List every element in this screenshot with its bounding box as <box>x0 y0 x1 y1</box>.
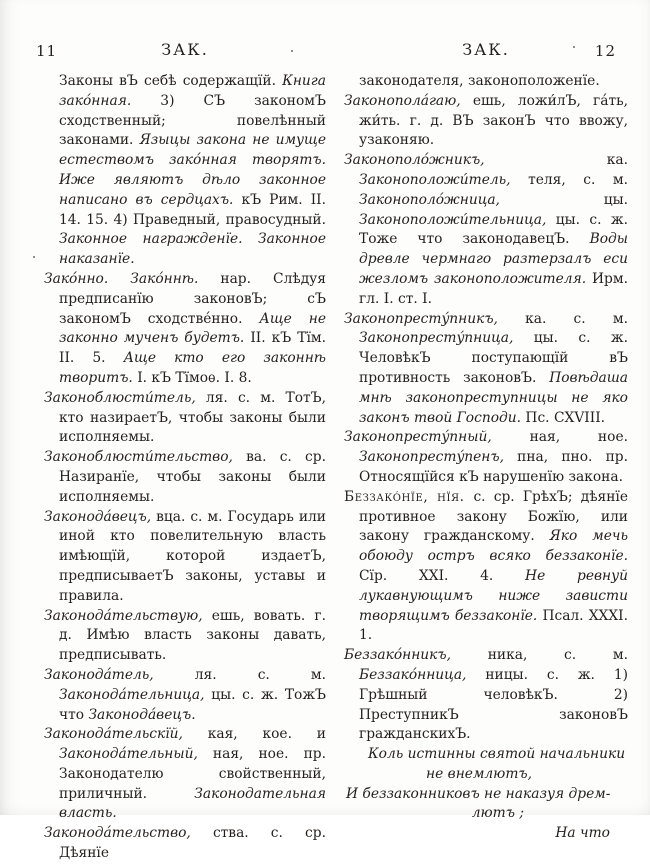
dictionary-entry <box>344 151 628 309</box>
roman-text: Законы вЪ себѣ содержащїй. <box>59 73 283 89</box>
roman-text: цы. с. ж. ЧеловѣкЪ поступающїй вЪ противность законовЪ. <box>359 330 629 386</box>
italic-text: Аще не законно мученъ будетъ. <box>59 310 326 347</box>
italic-text: Законодáтельскїй, <box>44 726 208 743</box>
roman-text: ка. <box>606 152 628 169</box>
roman-text: ницы. с. ж. 1) Грѣшный человѣкЪ. 2) ПреступникЪ законовЪ гражданскихЪ. <box>359 666 629 743</box>
roman-text: ешь, вовать. г. д. Имѣю власть законы давать, предписывать. <box>59 607 326 664</box>
italic-text: Беззакóнница, <box>359 666 486 683</box>
roman-text: ва. с. ср. Назиранїе, чтобы законы были исполняемы. <box>59 449 326 505</box>
italic-text: Законодáвецъ, <box>44 508 157 525</box>
italic-text: Законодáтельница, <box>59 686 212 703</box>
italic-text: Законоблюсти́тель, <box>44 389 206 406</box>
roman-text: кая, кое. и <box>207 726 326 743</box>
roman-text: Ирм. гл. I. ст. I. <box>359 270 628 307</box>
italic-text: Законное награжденїе. Законное наказанїе. <box>59 231 326 268</box>
roman-text: I. кЪ Тїмоѳ. I. 8. <box>137 369 252 386</box>
italic-text: Законоблюсти́тельство, <box>44 449 247 466</box>
roman-text: кЪ Рим. II. 14. 15. 4) Праведный, правосудный. <box>59 191 326 228</box>
roman-text: ка. с. м. <box>525 310 628 327</box>
italic-text: Закóнно. Закóннѣ. <box>44 270 221 287</box>
text-column-left <box>44 72 326 864</box>
roman-text: ная, ное. <box>529 429 628 446</box>
italic-text: Законополóжникъ, <box>344 152 607 169</box>
dictionary-entry <box>44 725 326 824</box>
roman-text: ника, с. м. <box>487 647 628 664</box>
italic-text: Аще кто его законнѣ творитъ. <box>59 350 326 386</box>
roman-text: ешь, ложи́лЪ, гáть, жи́ть. г. д. ВЪ законЪ что ввожу, узаконяю. <box>359 92 628 149</box>
running-head-left: ЗАК. <box>161 40 209 59</box>
dictionary-entry <box>44 448 326 507</box>
entry-continuation <box>344 72 628 92</box>
roman-text: законодателя, законоположенїе. <box>359 73 600 89</box>
entry-continuation <box>44 72 326 270</box>
verse-line: не внемлютъ, <box>426 765 532 782</box>
roman-text: ля. с. м. ТотЪ, кто назираетЪ, чтобы законы были исполняемы. <box>59 389 327 446</box>
italic-text: Законопрестýпникъ, <box>344 310 526 327</box>
roman-text: Псал. XXXI. 1. <box>359 607 628 644</box>
italic-text: Законопрестýпный, <box>344 429 530 446</box>
verse-line: лютъ ; <box>471 805 524 822</box>
italic-text: Не ревнуй лукавнующимъ ниже зависти творящимъ беззаконїе. <box>359 567 628 624</box>
italic-text: Законодáтельный, <box>59 746 213 763</box>
italic-text: Языцы закона не имуще естествомъ закóнная творятъ. Иже являютъ дѣло законное написано въ сердцахъ. <box>59 132 326 208</box>
dictionary-entry <box>44 508 326 607</box>
dictionary-entry <box>44 666 326 725</box>
italic-text: Законоположи́тельница, <box>359 211 556 228</box>
scan-speck <box>573 46 575 48</box>
roman-text: ная, ное. пр. Законодателю свойственный, приличный. <box>59 746 326 802</box>
dictionary-entry <box>344 428 628 487</box>
dictionary-entry <box>344 488 628 646</box>
dictionary-entry <box>344 92 628 151</box>
roman-text: цы. с. ж. ТожЪ что <box>59 686 326 723</box>
roman-text: ства. с. ср. Дѣянїе <box>59 825 326 862</box>
roman-text: цы. <box>603 191 628 208</box>
page-number-left: 11 <box>36 42 58 60</box>
page-number-right: 12 <box>594 42 616 60</box>
dictionary-entry <box>44 270 326 389</box>
italic-text: На что <box>555 825 610 842</box>
italic-text: Законополóжница, <box>359 191 604 208</box>
smallcaps-headword: Беззакóнїе, нїя. <box>344 488 474 505</box>
italic-text: Законоположи́тель, <box>359 171 529 188</box>
roman-text: ля. с. м. <box>194 666 327 683</box>
italic-text: Яко мечь обоюду остръ всяко беззаконїе. <box>359 528 628 565</box>
italic-text: Законодáтельствую, <box>44 607 212 624</box>
roman-text: Сїр. XXI. 4. <box>359 567 526 584</box>
roman-text: с. ср. ГрѣхЪ; дѣянїе противное закону Божїю, или закону гражданскому. <box>359 488 628 545</box>
italic-text: Законодательная власть. <box>59 785 326 822</box>
verse-line: И беззаконниковъ не наказуя дрем- <box>346 785 611 802</box>
italic-text: Законодáвецъ. <box>88 706 196 723</box>
verse-quote <box>344 745 628 824</box>
roman-text: цы. с. ж. Тоже что законодавецЪ. <box>359 211 628 248</box>
verse-line: Коль истинны святой начальники <box>368 746 626 763</box>
dictionary-entry <box>344 646 628 745</box>
italic-text: Законополáгаю, <box>344 92 473 109</box>
italic-text: Воды древле чермнаго разтерзалъ еси жезломъ законоположителя. <box>359 231 628 287</box>
dictionary-entry <box>44 389 326 448</box>
roman-text: пна, пно. пр. Относящїйся кЪ нарушенїю закона. <box>359 449 628 485</box>
dictionary-entry <box>344 310 628 429</box>
roman-text: теля, с. м. <box>528 171 629 188</box>
roman-text: 3) СЪ закономЪ сходственный; повелѣнный законами. <box>59 92 326 149</box>
italic-text: Беззакóнникъ, <box>344 647 488 664</box>
roman-text: нар. Слѣдуя предписанїю законовЪ; сЪ закономЪ сходствéнно. <box>59 270 327 327</box>
italic-text: Законодáтель, <box>44 666 195 683</box>
italic-text: Законодáтельство, <box>44 825 213 842</box>
text-column-right <box>344 72 628 844</box>
italic-text: Законопрестýпенъ, <box>359 449 518 466</box>
dictionary-entry <box>44 607 326 666</box>
roman-text: II. кЪ Тїм. II. 5. <box>59 330 327 367</box>
italic-text: Законопрестýпница, <box>359 330 534 347</box>
dictionary-entry <box>44 824 326 864</box>
roman-text: Пс. CXVIII. <box>525 409 606 426</box>
scan-speck <box>291 50 293 52</box>
running-head-right: ЗАК. <box>462 40 510 59</box>
scan-speck <box>33 256 35 258</box>
italic-text: Повѣдаша мнѣ законопреступницы не яко законъ твой Господи. <box>359 369 628 426</box>
catchword <box>344 824 628 844</box>
italic-text: Книга закóнная. <box>59 73 326 109</box>
roman-text: вца. с. м. Государь или иной кто повелительную власть имѣющїй, которой издаетЪ, предписываетЪ законы, уставы и правила. <box>59 508 326 604</box>
